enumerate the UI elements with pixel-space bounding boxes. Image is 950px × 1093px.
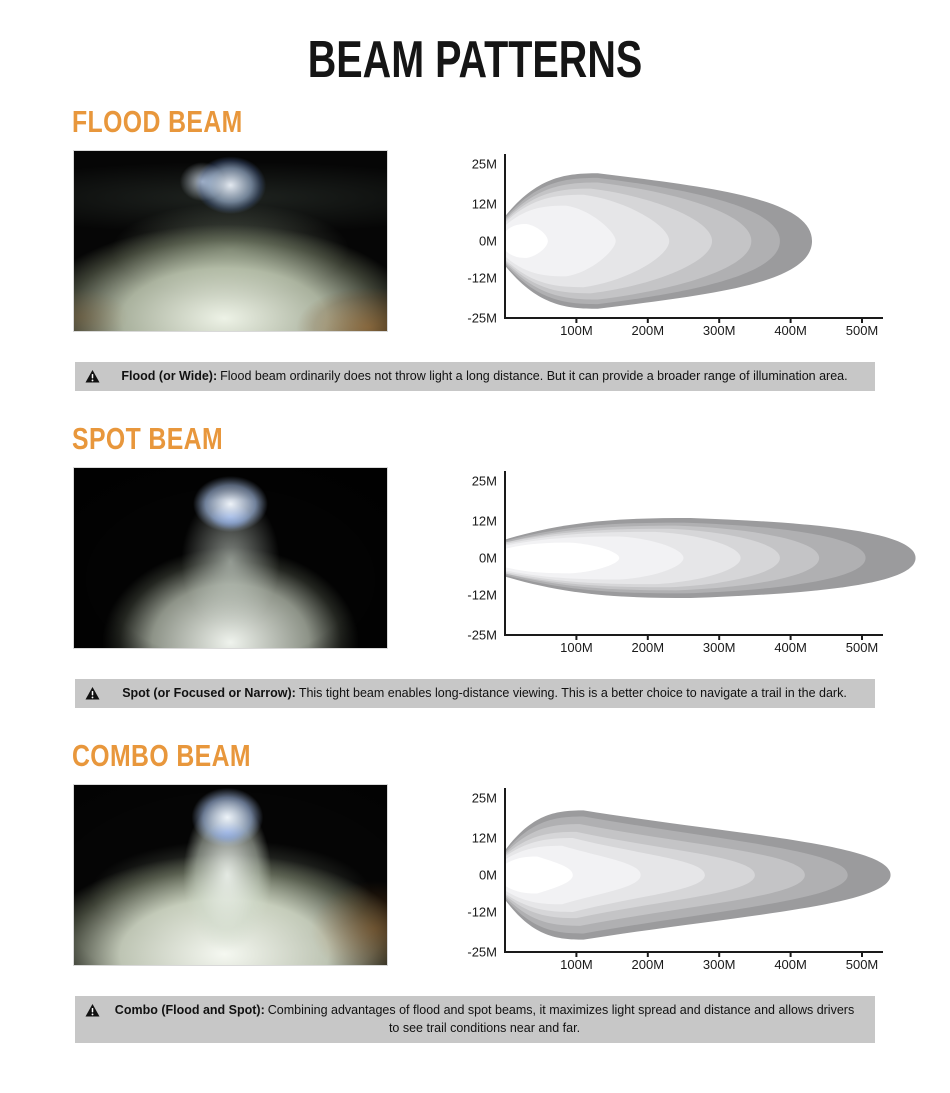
combo-beam-section [0,738,950,1044]
combo-note-label: Combo (Flood and Spot): [114,1002,265,1017]
warning-icon [85,686,100,701]
flood-note-text: Flood beam ordinarily does not throw light a long distance. But it can provide a broader range of illumination area. [220,369,848,383]
spot-beam-section [0,421,950,708]
svg-text:100M: 100M [560,639,593,655]
combo-note-text: Combining advantages of flood and spot beams, it maximizes light spread and distance and allows drivers to see trail conditions near and far. [267,1002,855,1036]
combo-beam-photo [73,784,388,966]
svg-text:200M: 200M [631,639,665,655]
flood-beam-row [0,146,950,346]
svg-text:12M: 12M [471,196,497,212]
svg-text:400M: 400M [774,639,807,655]
flood-beam-section [0,104,950,391]
svg-text:-25M: -25M [467,310,497,326]
svg-text:300M: 300M [702,323,736,338]
warning-icon [85,1003,100,1018]
combo-note-text-block [108,1001,861,1039]
svg-text:100M: 100M [560,956,593,972]
svg-text:500M: 500M [845,323,879,338]
spot-note-text: This tight beam enables long-distance viewing. This is a better choice to navigate a trail in the dark. [298,685,847,700]
combo-beam-chart [455,780,950,980]
svg-text:-25M: -25M [467,627,497,643]
page-title: BEAM PATTERNS [307,31,643,89]
svg-text:25M: 25M [471,156,497,172]
svg-text:25M: 25M [471,790,497,805]
spot-note-bar [75,679,875,708]
svg-text:300M: 300M [702,956,736,972]
svg-text:0M: 0M [478,867,497,882]
flood-note-text-block [108,367,861,386]
combo-note-bar [75,996,875,1044]
combo-beam-heading: COMBO BEAM [72,737,251,773]
svg-text:12M: 12M [471,513,497,529]
svg-text:100M: 100M [560,323,593,338]
svg-text:400M: 400M [774,323,807,338]
combo-beam-row [0,780,950,980]
svg-text:200M: 200M [631,323,665,338]
flood-beam-heading: FLOOD BEAM [72,104,243,139]
svg-text:-12M: -12M [467,587,497,603]
flood-beam-chart [455,146,950,346]
svg-text:0M: 0M [478,233,497,249]
spot-beam-heading: SPOT BEAM [72,420,224,456]
spot-beam-photo [73,467,388,649]
svg-text:400M: 400M [774,956,807,972]
flood-beam-photo [73,150,388,332]
svg-text:-12M: -12M [467,903,497,919]
svg-text:-12M: -12M [467,270,497,286]
svg-text:500M: 500M [845,956,879,972]
spot-beam-row [0,463,950,663]
svg-text:25M: 25M [471,473,497,489]
svg-text:-25M: -25M [467,944,497,959]
warning-icon [85,369,100,384]
svg-text:0M: 0M [478,550,497,566]
svg-text:12M: 12M [471,830,497,846]
flood-note-bar [75,362,875,391]
spot-beam-chart [455,463,950,663]
svg-text:500M: 500M [845,639,879,655]
flood-note-label: Flood (or Wide): [121,369,218,383]
svg-text:200M: 200M [631,956,665,972]
svg-text:300M: 300M [702,639,736,655]
spot-note-label: Spot (or Focused or Narrow): [122,685,296,700]
spot-note-text-block [108,684,861,703]
